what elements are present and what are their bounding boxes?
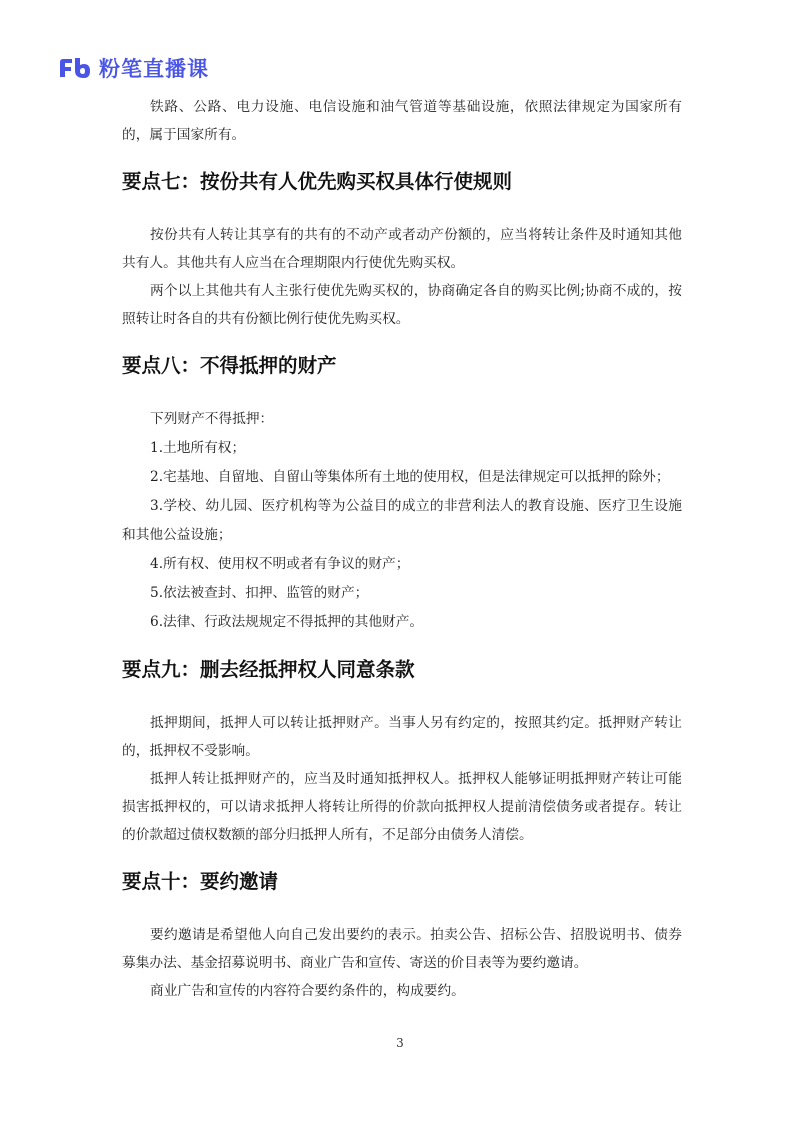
fenbi-logo-icon <box>57 56 93 80</box>
section-title: 要点七：按份共有人优先购买权具体行使规则 <box>122 170 513 193</box>
list-item: 3.学校、幼儿园、医疗机构等为公益目的成立的非营利法人的教育设施、医疗卫生设施和其他公益设施； <box>122 498 682 543</box>
section-title: 要点九：删去经抵押权人同意条款 <box>122 658 415 681</box>
page-number: 3 <box>396 1036 404 1050</box>
brand-name: 粉笔直播课 <box>99 57 209 81</box>
paragraph: 要约邀请是希望他人向自己发出要约的表示。拍卖公告、招标公告、招股说明书、债券募集办法、基金招募说明书、商业广告和宣传、寄送的价目表等为要约邀请。 <box>122 927 682 971</box>
list-item: 6.法律、行政法规规定不得抵押的其他财产。 <box>150 614 424 630</box>
list-item: 5.依法被查封、扣押、监管的财产； <box>150 585 369 601</box>
paragraph: 抵押期间，抵押人可以转让抵押财产。当事人另有约定的，按照其约定。抵押财产转让的，抵押权不受影响。 <box>122 715 682 759</box>
paragraph: 商业广告和宣传的内容符合要约条件的，构成要约。 <box>150 983 465 999</box>
paragraph: 下列财产不得抵押： <box>150 411 274 427</box>
list-item: 4.所有权、使用权不明或者有争议的财产； <box>150 556 410 572</box>
paragraph: 按份共有人转让其享有的共有的不动产或者动产份额的，应当将转让条件及时通知其他共有人。其他共有人应当在合理期限内行使优先购买权。 <box>122 227 682 271</box>
intro-paragraph: 铁路、公路、电力设施、电信设施和油气管道等基础设施，依照法律规定为国家所有的，属于国家所有。 <box>122 99 682 143</box>
section-title: 要点十：要约邀请 <box>122 870 279 893</box>
list-item: 2.宅基地、自留地、自留山等集体所有土地的使用权，但是法律规定可以抵押的除外； <box>150 469 670 485</box>
section-9 <box>122 656 682 849</box>
document-body <box>122 93 682 1005</box>
logo-text: Fb <box>57 56 59 57</box>
section-8 <box>122 352 682 637</box>
list-item: 1.土地所有权； <box>150 440 246 456</box>
section-10 <box>122 868 682 1005</box>
paragraph: 抵押人转让抵押财产的，应当及时通知抵押权人。抵押权人能够证明抵押财产转让可能损害抵押权的，可以请求抵押人将转让所得的价款向抵押权人提前清偿债务或者提存。转让的价款超过债权数额的部分归抵押人所有，不足部分由债务人清偿。 <box>122 771 682 843</box>
section-7 <box>122 168 682 333</box>
paragraph: 两个以上其他共有人主张行使优先购买权的，协商确定各自的购买比例;协商不成的，按照转让时各自的共有份额比例行使优先购买权。 <box>122 283 682 327</box>
brand-header <box>57 53 209 83</box>
section-title: 要点八：不得抵押的财产 <box>122 354 337 377</box>
